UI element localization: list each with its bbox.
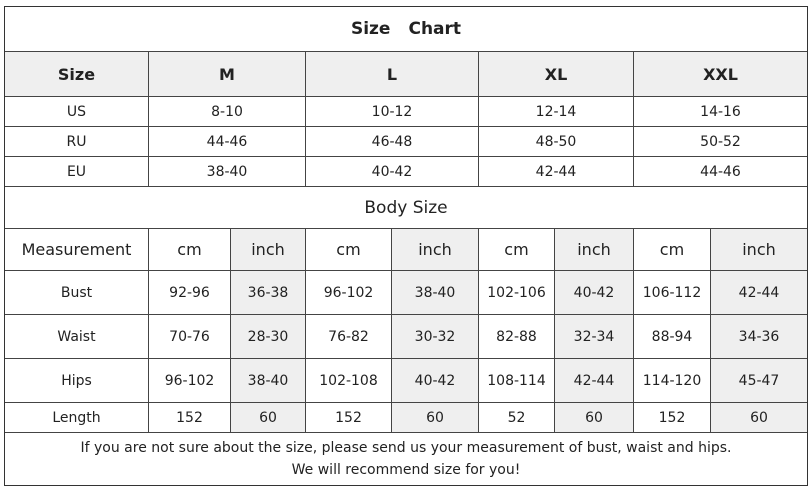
measurement-cell: 70-76 (149, 315, 231, 358)
measurement-cell: 102-108 (306, 359, 392, 402)
size-row-eu (5, 157, 807, 187)
measurement-cell: 40-42 (392, 359, 479, 402)
measurement-cell: 45-47 (711, 359, 807, 402)
measurement-label: Bust (5, 271, 149, 314)
measurement-cell: 36-38 (231, 271, 306, 314)
measurement-cell: 102-106 (479, 271, 555, 314)
unit-header-cm: cm (306, 229, 392, 270)
measurement-cell: 96-102 (306, 271, 392, 314)
size-cell: 48-50 (479, 127, 634, 156)
size-header-xl: XL (479, 52, 634, 96)
unit-header-inch: inch (231, 229, 306, 270)
measurement-cell: 108-114 (479, 359, 555, 402)
footer-note (5, 433, 807, 484)
size-header-row (5, 52, 807, 97)
size-cell: 14-16 (700, 103, 741, 120)
measurement-cell: 76-82 (306, 315, 392, 358)
size-cell: 40-42 (306, 157, 479, 186)
chart-title (5, 7, 807, 51)
size-header-l: L (306, 52, 479, 96)
measurement-cell: 88-94 (634, 315, 711, 358)
title-word-chart: Chart (408, 19, 462, 39)
size-row-label: US (5, 97, 149, 126)
size-row-us (5, 97, 807, 127)
measurement-cell: 38-40 (392, 271, 479, 314)
size-header-label: Size (5, 52, 149, 96)
measurement-cell: 42-44 (711, 271, 807, 314)
unit-header-cm: cm (149, 229, 231, 270)
title-row (5, 7, 807, 52)
measurement-cell: 152 (149, 403, 231, 432)
measurement-cell: 82-88 (479, 315, 555, 358)
measurement-cell: 40-42 (555, 271, 634, 314)
measurement-header-row (5, 229, 807, 271)
size-cell: 44-46 (149, 127, 306, 156)
body-size-row (5, 187, 807, 229)
measurement-row-length (5, 403, 807, 433)
size-row-label: RU (5, 127, 149, 156)
measurement-cell: 42-44 (555, 359, 634, 402)
measurement-cell: 60 (231, 403, 306, 432)
measurement-cell: 92-96 (149, 271, 231, 314)
measurement-cell: 34-36 (711, 315, 807, 358)
size-header-m: M (149, 52, 306, 96)
size-cell: 12-14 (479, 97, 634, 126)
measurement-cell: 152 (306, 403, 392, 432)
size-cell: 46-48 (306, 127, 479, 156)
measurement-label: Hips (5, 359, 149, 402)
body-size-title: Body Size (364, 197, 448, 218)
size-cell: 8-10 (149, 97, 306, 126)
measurement-cell: 60 (392, 403, 479, 432)
measurement-cell: 32-34 (555, 315, 634, 358)
measurement-cell: 52 (479, 403, 555, 432)
unit-header-inch: inch (555, 229, 634, 270)
size-chart-table (4, 6, 808, 486)
size-row-label: EU (5, 157, 149, 186)
measurement-label: Length (5, 403, 149, 432)
measurement-row-waist (5, 315, 807, 359)
measurement-cell: 106-112 (634, 271, 711, 314)
measurement-row-bust (5, 271, 807, 315)
measurement-cell: 38-40 (231, 359, 306, 402)
size-header-xxl: XXL (703, 64, 738, 84)
size-cell: 10-12 (306, 97, 479, 126)
size-cell: 42-44 (479, 157, 634, 186)
measurement-cell: 30-32 (392, 315, 479, 358)
size-cell: 38-40 (149, 157, 306, 186)
size-row-ru (5, 127, 807, 157)
unit-header-inch: inch (711, 229, 807, 270)
size-cell: 44-46 (700, 163, 741, 180)
measurement-row-hips (5, 359, 807, 403)
footer-line-2: We will recommend size for you! (291, 461, 521, 478)
measurement-cell: 28-30 (231, 315, 306, 358)
measurement-cell: 152 (634, 403, 711, 432)
unit-header-cm: cm (634, 229, 711, 270)
title-word-size: Size (350, 19, 391, 39)
footer-line-1: If you are not sure about the size, please send us your measurement of bust, waist and hips. (80, 439, 732, 456)
measurement-cell: 96-102 (149, 359, 231, 402)
size-cell: 50-52 (700, 133, 741, 150)
measurement-cell: 114-120 (634, 359, 711, 402)
unit-header-cm: cm (479, 229, 555, 270)
measurement-cell: 60 (711, 403, 807, 432)
measurement-label: Waist (5, 315, 149, 358)
footer-row (5, 433, 807, 484)
unit-header-inch: inch (392, 229, 479, 270)
measurement-header-label: Measurement (5, 229, 149, 270)
measurement-cell: 60 (555, 403, 634, 432)
